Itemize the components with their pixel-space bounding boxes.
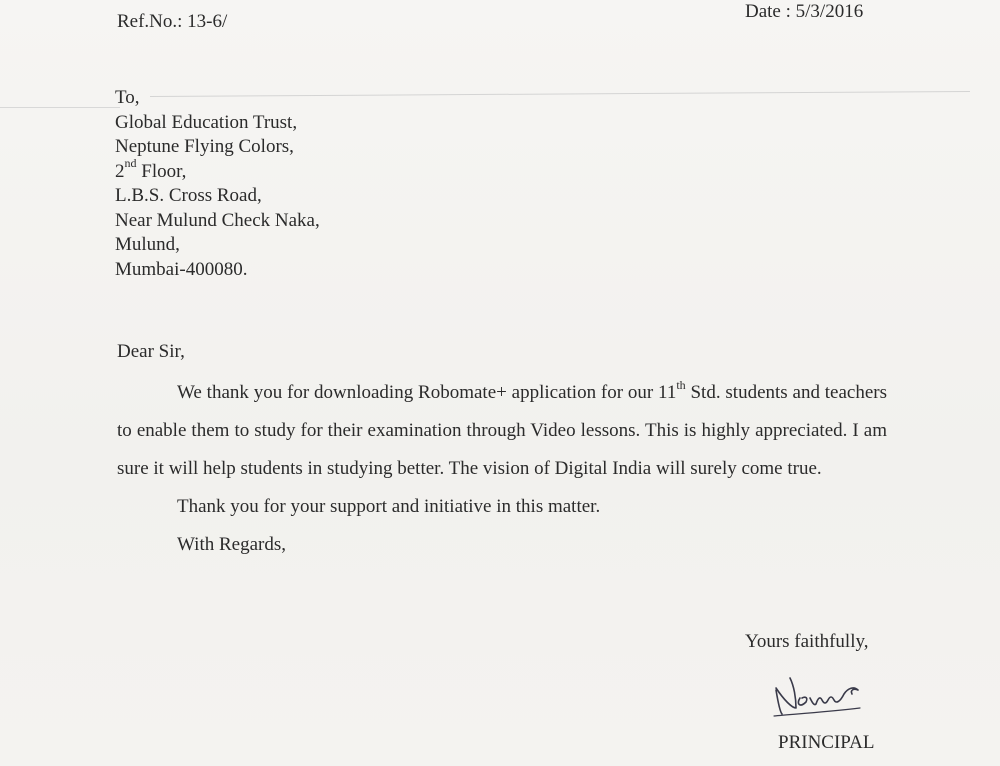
body-paragraph-3: With Regards, xyxy=(177,534,286,555)
body-paragraph-1: We thank you for downloading Robomate+ application for our 11th Std. students and teachers to enable them to study for their examination through Video lessons. This is highly appreciated. I am sure it will help students in studying better. The vision of Digital India will surely come true. xyxy=(117,377,887,479)
letter-date: Date : 5/3/2016 xyxy=(745,1,864,22)
address-to: To, xyxy=(115,87,140,108)
address-city: Mumbai-400080. xyxy=(115,258,248,280)
signature xyxy=(766,668,876,720)
address-landmark: Near Mulund Check Naka, xyxy=(115,209,320,231)
address-building: Neptune Flying Colors, xyxy=(115,136,294,157)
address-road: L.B.S. Cross Road, xyxy=(115,185,262,206)
address-floor: 2nd Floor, xyxy=(115,156,187,182)
letter-body xyxy=(117,374,887,564)
body-paragraph-2: Thank you for your support and initiative in this matter. xyxy=(177,496,601,517)
reference-number: Ref.No.: 13-6/ xyxy=(117,11,228,32)
address-area: Mulund, xyxy=(115,234,180,255)
salutation: Dear Sir, xyxy=(117,341,185,362)
scan-artifact-line xyxy=(0,107,120,108)
signatory-title: PRINCIPAL xyxy=(778,732,875,753)
recipient-address xyxy=(115,86,320,282)
address-name: Global Education Trust, xyxy=(115,111,298,133)
closing-yours-faithfully: Yours faithfully, xyxy=(745,631,869,652)
